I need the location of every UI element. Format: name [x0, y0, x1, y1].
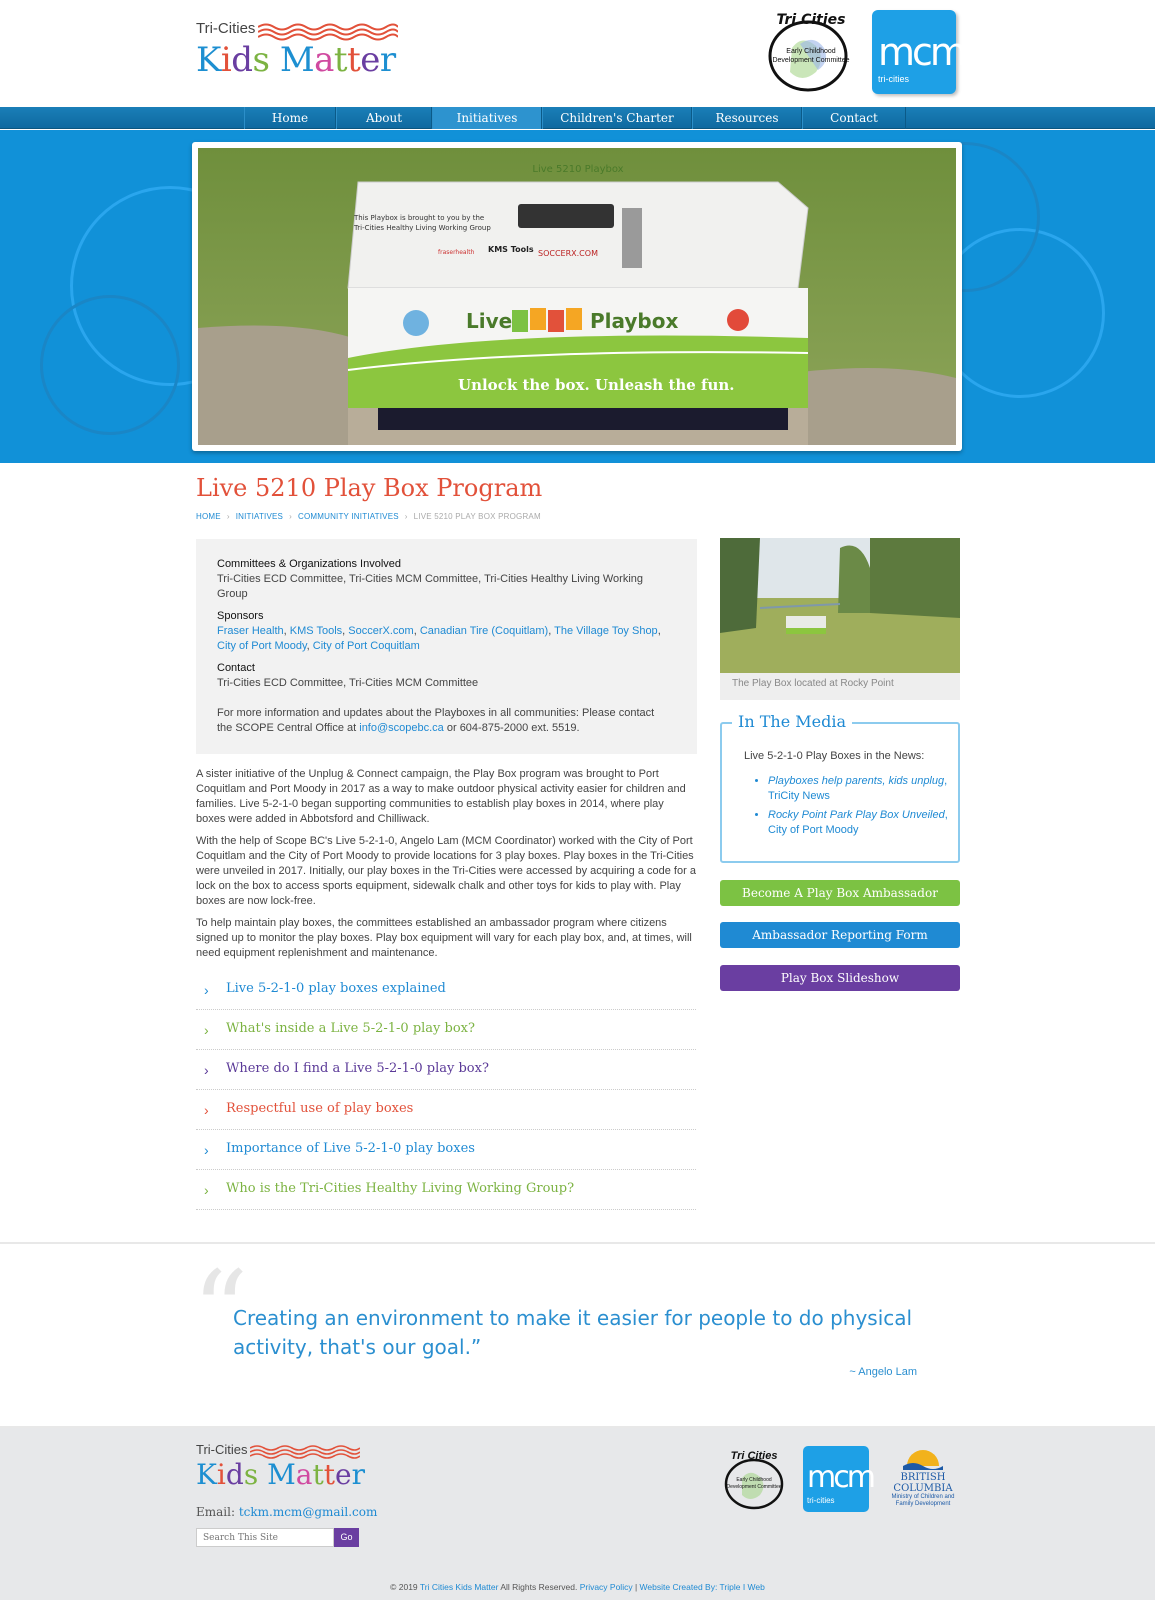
park-photo-icon	[720, 538, 960, 673]
accordion-label[interactable]: Importance of Live 5-2-1-0 play boxes	[226, 1141, 475, 1156]
copyright-rights: All Rights Reserved.	[498, 1582, 580, 1592]
site-footer	[0, 1428, 1155, 1600]
committees-text: Tri-Cities ECD Committee, Tri-Cities MCM Committee, Tri-Cities Healthy Living Working Group	[217, 573, 644, 600]
main-navigation	[0, 107, 1155, 129]
body-paragraph-3: To help maintain play boxes, the committees established an ambassador program where citizens signed up to monitor the play boxes. Play box equipment will vary for each play box, and, at times, will need equipment replenishment and maintenance.	[196, 917, 692, 959]
rocky-point-photo[interactable]	[720, 538, 960, 673]
svg-text:SOCCERX.COM: SOCCERX.COM	[538, 249, 598, 258]
logo-letter	[258, 1458, 267, 1491]
logo-letter: K	[196, 1458, 217, 1491]
logo-small-text: Tri-Cities	[196, 20, 256, 37]
sponsor-link-port-coquitlam[interactable]: City of Port Coquitlam	[312, 640, 420, 652]
footer-mcm-logo[interactable]	[803, 1446, 873, 1512]
accordion-item[interactable]	[196, 1050, 696, 1090]
logo-letter: t	[312, 1458, 324, 1491]
committees-block	[217, 557, 667, 602]
logo-letter: s	[252, 40, 270, 80]
logo-letter: s	[243, 1458, 259, 1491]
copyright-prefix: © 2019	[390, 1582, 420, 1592]
logo-letter: d	[225, 1458, 244, 1491]
photo-caption: The Play Box located at Rocky Point	[732, 678, 894, 689]
mcm-logo-text: mcm	[878, 30, 964, 74]
breadcrumb-community-initiatives[interactable]: COMMUNITY INITIATIVES	[297, 512, 399, 521]
quote-mark-icon: “	[192, 1247, 249, 1375]
breadcrumb	[196, 512, 541, 521]
sponsor-link-port-moody[interactable]: City of Port Moody	[217, 640, 307, 652]
privacy-policy-link[interactable]: Privacy Policy	[579, 1582, 633, 1592]
contact-text: Tri-Cities ECD Committee, Tri-Cities MCM Committee	[217, 677, 479, 689]
footer-mcm-sub: tri-cities	[807, 1496, 835, 1505]
logo-letter: r	[379, 40, 396, 80]
accordion-item[interactable]	[196, 970, 696, 1010]
logo-kids-matter-text	[196, 40, 396, 80]
ecd-line2: Development Committee	[772, 57, 850, 64]
sponsor-link-canadian-tire[interactable]: Canadian Tire (Coquitlam)	[419, 625, 549, 637]
program-info-box	[196, 539, 697, 754]
breadcrumb-separator: ›	[404, 512, 408, 521]
logo-letter: i	[220, 40, 232, 80]
accordion-label[interactable]: What's inside a Live 5-2-1-0 play box?	[226, 1021, 475, 1036]
copyright-line	[0, 1582, 1155, 1592]
committees-heading: Committees & Organizations Involved	[217, 558, 402, 570]
body-paragraph-2: With the help of Scope BC's Live 5-2-1-0, Angelo Lam (MCM Coordinator) worked with the City of Port Coquitlam and the City of Port Moody to provide locations for 3 play boxes. Play boxes in the Tri-Cities were unveiled in 2017. Initially, our play boxes in the Tri-Cities were accessed by acquiring a code for a lock on the box to access sports equipment, sidewalk chalk and other toys for kids to play with. Play boxes are now lock-free.	[196, 835, 696, 907]
site-header	[0, 0, 1155, 107]
mcm-logo[interactable]	[872, 10, 964, 94]
scope-email-link[interactable]: info@scopebc.ca	[359, 722, 444, 734]
body-paragraph-1: A sister initiative of the Unplug & Connect campaign, the Play Box program was brought to Port Coquitlam and Port Moody in 2017 as a way to make outdoor physical activity easier for children and families. Live 5-2-1-0 began supporting communities to establish play boxes in 2014, where play boxes were added in Abbotsford and Chilliwack.	[196, 768, 686, 825]
media-item-title[interactable]: Rocky Point Park Play Box Unveiled	[768, 809, 945, 821]
footer-email-link[interactable]: tckm.mcm@gmail.com	[238, 1505, 378, 1519]
nav-item-initiatives[interactable]: Initiatives	[432, 107, 542, 129]
accordion-item[interactable]	[196, 1130, 696, 1170]
sponsor-link-fraser-health[interactable]: Fraser Health	[217, 625, 284, 637]
accordion-item[interactable]	[196, 1090, 696, 1130]
ambassador-reporting-form-button[interactable]: Ambassador Reporting Form	[720, 922, 960, 948]
play-box-slideshow-button[interactable]: Play Box Slideshow	[720, 965, 960, 991]
quote-text: Creating an environment to make it easier for people to do physical activity, that's our goal.”	[233, 1306, 913, 1359]
accordion-label[interactable]: Respectful use of play boxes	[226, 1101, 414, 1116]
footer-search-go-button[interactable]: Go	[334, 1528, 359, 1547]
footer-ecd-line1: Early Childhood	[736, 1477, 772, 1483]
bc-title: BRITISH COLUMBIA	[893, 1472, 953, 1494]
logo-letter: K	[196, 40, 221, 80]
media-item-source[interactable]: TriCity News	[768, 790, 830, 802]
logo-letter: M	[267, 1458, 296, 1491]
chevron-right-icon: ›	[204, 1142, 209, 1158]
sidebar-photo-card	[720, 538, 960, 700]
breadcrumb-separator: ›	[226, 512, 230, 521]
become-ambassador-button[interactable]: Become A Play Box Ambassador	[720, 880, 960, 906]
page-title: Live 5210 Play Box Program	[196, 474, 543, 502]
logo-letter: a	[314, 40, 334, 80]
media-item[interactable]: • Playboxes help parents, kids unplug, TriCity News	[768, 774, 948, 804]
logo-waves-icon	[258, 22, 398, 42]
sponsor-link-kms-tools[interactable]: KMS Tools	[289, 625, 343, 637]
svg-text:This Playbox is brought to you: This Playbox is brought to you by the	[354, 214, 485, 222]
footer-email-label: Email:	[196, 1505, 239, 1519]
bc-subtitle: Ministry of Children and Family Development	[891, 1494, 955, 1507]
logo-letter: a	[295, 1458, 313, 1491]
footer-logo-small-text: Tri-Cities	[196, 1442, 248, 1457]
mcm-logo-sub: tri-cities	[878, 74, 909, 84]
quote-section	[0, 1242, 1155, 1428]
logo-letter: M	[279, 40, 315, 80]
accordion-label[interactable]: Where do I find a Live 5-2-1-0 play box?	[226, 1061, 489, 1076]
contact-block	[217, 661, 667, 691]
breadcrumb-home[interactable]: HOME	[196, 512, 221, 521]
svg-text:Live: Live	[466, 309, 513, 333]
more-info-phone: or 604-875-2000 ext. 5519.	[443, 722, 580, 734]
logo-letter: i	[216, 1458, 226, 1491]
accordion-item[interactable]	[196, 1010, 696, 1050]
copyright-separator: |	[632, 1582, 640, 1592]
nav-item-children-s-charter[interactable]: Children's Charter	[542, 107, 692, 129]
sponsor-link-soccerx[interactable]: SoccerX.com	[348, 625, 414, 637]
logo-letter: t	[323, 1458, 336, 1491]
nav-item-resources[interactable]: Resources	[692, 107, 802, 129]
ecd-line1: Early Childhood	[786, 48, 836, 55]
nav-item-about[interactable]: About	[336, 107, 432, 129]
bc-sun-icon	[903, 1442, 943, 1470]
breadcrumb-current: LIVE 5210 PLAY BOX PROGRAM	[413, 512, 541, 521]
ecd-title: Tri Cities	[776, 12, 846, 28]
more-info-block	[217, 706, 667, 736]
footer-ecd-line2: Development Committee	[726, 1484, 782, 1490]
svg-text:Live 5210 Playbox: Live 5210 Playbox	[532, 164, 624, 175]
footer-ecd-logo[interactable]	[718, 1448, 790, 1514]
chevron-right-icon: ›	[204, 1102, 209, 1118]
media-item-title[interactable]: Playboxes help parents, kids unplug	[768, 775, 945, 787]
media-intro: Live 5-2-1-0 Play Boxes in the News:	[744, 750, 925, 762]
nav-item-home[interactable]: Home	[244, 107, 336, 129]
sponsors-block	[217, 609, 667, 654]
ecd-committee-logo[interactable]	[758, 8, 864, 96]
media-list	[768, 774, 948, 842]
footer-email	[196, 1505, 377, 1519]
footer-bc-logo[interactable]	[888, 1442, 958, 1512]
footer-ecd-title: Tri Cities	[730, 1450, 778, 1462]
footer-kids-matter-logo[interactable]	[196, 1442, 376, 1492]
accordion-label[interactable]: Who is the Tri-Cities Healthy Living Working Group?	[226, 1181, 575, 1196]
sponsors-list: Fraser Health, KMS Tools, SoccerX.com, Canadian Tire (Coquitlam), The Village Toy Shop, City of Port Moody, City of Port Coquitlam	[217, 625, 661, 652]
decorative-circle	[40, 295, 180, 435]
logo-letter	[270, 40, 280, 80]
chevron-right-icon: ›	[204, 1062, 209, 1078]
sponsors-heading: Sponsors	[217, 610, 264, 622]
quote-author: ~ Angelo Lam	[849, 1366, 917, 1378]
media-heading: In The Media	[732, 712, 852, 731]
contact-heading: Contact	[217, 662, 255, 674]
accordion-item[interactable]	[196, 1170, 696, 1210]
chevron-right-icon: ›	[204, 1022, 209, 1038]
svg-text:fraserhealth: fraserhealth	[438, 249, 475, 256]
breadcrumb-separator: ›	[289, 512, 292, 521]
chevron-right-icon: ›	[204, 982, 209, 998]
logo-letter: r	[351, 1458, 365, 1491]
website-credit-link[interactable]: Website Created By: Triple I Web	[639, 1582, 765, 1592]
hero-image-frame	[192, 142, 962, 451]
kids-matter-logo[interactable]	[196, 20, 406, 82]
playbox-photo-icon	[198, 148, 956, 445]
logo-letter: d	[231, 40, 253, 80]
logo-letter: t	[347, 40, 361, 80]
footer-logo-kids-matter-text	[196, 1458, 365, 1491]
svg-text:Playbox: Playbox	[590, 309, 679, 333]
nav-item-contact[interactable]: Contact	[802, 107, 906, 129]
breadcrumb-initiatives[interactable]: INITIATIVES	[235, 512, 284, 521]
svg-text:KMS Tools: KMS Tools	[488, 245, 534, 254]
playbox-hero-image	[198, 148, 956, 445]
media-item-source[interactable]: City of Port Moody	[768, 824, 859, 836]
more-info-text: For more information and updates about the Playboxes in all communities: Please contact the SCOPE Central Office at	[217, 707, 655, 734]
in-the-media-box	[720, 712, 960, 863]
logo-letter: t	[333, 40, 348, 80]
svg-text:Tri-Cities Healthy Living Work: Tri-Cities Healthy Living Working Group	[354, 224, 491, 232]
sponsor-link-village-toy-shop[interactable]: The Village Toy Shop	[554, 625, 658, 637]
footer-search-input[interactable]	[196, 1528, 334, 1547]
nav-list	[244, 107, 906, 129]
svg-text:Unlock the box. Unleash the fu: Unlock the box. Unleash the fun.	[458, 376, 735, 394]
footer-mcm-text: mcm	[807, 1460, 873, 1495]
accordion-label[interactable]: Live 5-2-1-0 play boxes explained	[226, 981, 446, 996]
hero-banner	[0, 130, 1155, 463]
logo-letter: e	[335, 1458, 352, 1491]
chevron-right-icon: ›	[204, 1182, 209, 1198]
logo-letter: e	[360, 40, 380, 80]
copyright-site-link[interactable]: Tri Cities Kids Matter	[419, 1582, 499, 1592]
media-item[interactable]: • Rocky Point Park Play Box Unveiled, City of Port Moody	[768, 808, 948, 838]
